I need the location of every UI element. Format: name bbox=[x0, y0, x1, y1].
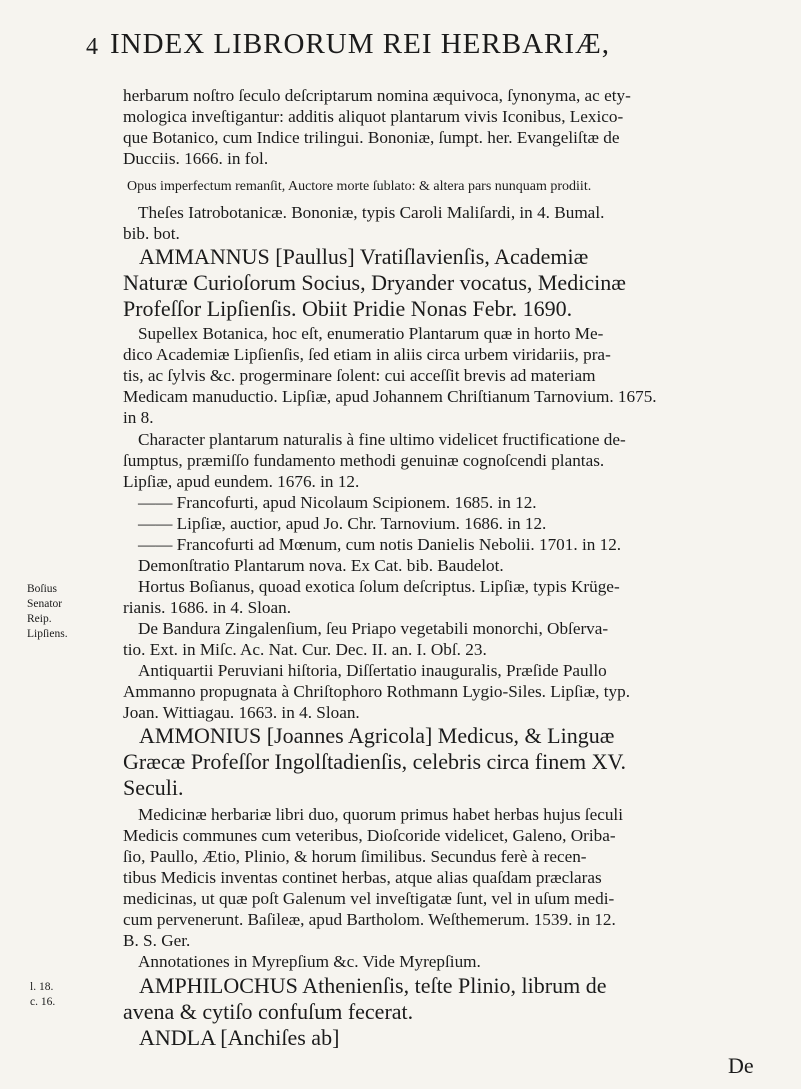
text-line: Medicinæ herbariæ libri duo, quorum primus habet herbas hujus ſeculi bbox=[138, 805, 623, 824]
author-heading: Profeſſor Lipſienſis. Obiit Pridie Nonas Febr. 1690. bbox=[123, 296, 573, 321]
text-line: in 8. bbox=[123, 408, 154, 427]
margin-line: Senator bbox=[27, 598, 63, 610]
text-line: —— Francofurti, apud Nicolaum Scipionem. 1685. in 12. bbox=[138, 493, 537, 512]
text-line: tibus Medicis inventas continet herbas, atque alias quaſdam præclaras bbox=[123, 868, 602, 887]
text-line: Ducciis. 1666. in fol. bbox=[123, 149, 269, 168]
margin-note-plinius bbox=[30, 980, 55, 1010]
author-heading: AMMANNUS [Paullus] Vratiſlavienſis, Academiæ bbox=[139, 244, 589, 269]
text-line: De Bandura Zingalenſium, ſeu Priapo vegetabili monorchi, Obſerva- bbox=[138, 619, 609, 638]
margin-line: c. 16. bbox=[30, 996, 56, 1008]
text-line: bib. bot. bbox=[123, 224, 180, 243]
text-line: Ammanno propugnata à Chriſtophoro Rothmann Lygio-Siles. Lipſiæ, typ. bbox=[123, 682, 630, 701]
catchword: De bbox=[728, 1053, 754, 1078]
text-line: rianis. 1686. in 4. Sloan. bbox=[123, 598, 292, 617]
page-number: 4 bbox=[86, 34, 98, 60]
text-line: Supellex Botanica, hoc eſt, enumeratio Plantarum quæ in horto Me- bbox=[138, 324, 604, 343]
author-heading: Naturæ Curioſorum Socius, Dryander vocatus, Medicinæ bbox=[123, 270, 626, 295]
text-line: Demonſtratio Plantarum nova. Ex Cat. bib. Baudelot. bbox=[138, 556, 504, 575]
text-line: —— Francofurti ad Mœnum, cum notis Danielis Nebolii. 1701. in 12. bbox=[138, 535, 622, 554]
text-line: que Botanico, cum Indice trilingui. Bononiæ, ſumpt. her. Evangeliſtæ de bbox=[123, 128, 620, 147]
text-line: Theſes Iatrobotanicæ. Bononiæ, typis Caroli Maliſardi, in 4. Bumal. bbox=[138, 203, 605, 222]
note-line: Opus imperfectum remanſit, Auctore morte ſublato: & altera pars nunquam prodiit. bbox=[127, 179, 592, 194]
text-line: tis, ac ſylvis &c. progerminare ſolent: cui acceſſit brevis ad materiam bbox=[123, 366, 596, 385]
author-heading: ANDLA [Anchiſes ab] bbox=[139, 1025, 340, 1050]
margin-line: Boſius bbox=[27, 583, 58, 595]
text-line: Joan. Wittiagau. 1663. in 4. Sloan. bbox=[123, 703, 360, 722]
text-line: ſio, Paullo, Ætio, Plinio, & horum ſimilibus. Secundus ferè à recen- bbox=[123, 847, 587, 866]
text-line: Hortus Boſianus, quoad exotica ſolum deſcriptus. Lipſiæ, typis Krüge- bbox=[138, 577, 620, 596]
author-heading: Græcæ Profeſſor Ingolſtadienſis, celebris circa finem XV. bbox=[123, 749, 627, 774]
margin-line: l. 18. bbox=[30, 981, 54, 993]
text-line: Medicam manuductio. Lipſiæ, apud Johannem Chriſtianum Tarnovium. 1675. bbox=[123, 387, 657, 406]
text-line: —— Lipſiæ, auctior, apud Jo. Chr. Tarnovium. 1686. in 12. bbox=[138, 514, 547, 533]
margin-line: Lipſiens. bbox=[27, 628, 68, 640]
running-header: INDEX LIBRORUM REI HERBARIÆ, bbox=[110, 28, 611, 60]
text-line: Medicis communes cum veteribus, Dioſcoride videlicet, Galeno, Oriba- bbox=[123, 826, 616, 845]
text-line: dico Academiæ Lipſienſis, ſed etiam in aliis circa urbem viridariis, pra- bbox=[123, 345, 611, 364]
author-heading: AMMONIUS [Joannes Agricola] Medicus, & Linguæ bbox=[139, 723, 615, 748]
margin-note-bosius bbox=[27, 582, 68, 642]
text-line: herbarum noſtro ſeculo deſcriptarum nomina æquivoca, ſynonyma, ac ety- bbox=[123, 86, 631, 105]
text-line: Lipſiæ, apud eundem. 1676. in 12. bbox=[123, 472, 360, 491]
margin-line: Reip. bbox=[27, 613, 52, 625]
text-line: ſumptus, præmiſſo fundamento methodi genuinæ cognoſcendi plantas. bbox=[123, 451, 605, 470]
text-line: mologica inveſtigantur: additis aliquot plantarum vivis Iconibus, Lexico- bbox=[123, 107, 624, 126]
author-heading: avena & cytiſo confuſum fecerat. bbox=[123, 999, 414, 1024]
text-line: cum pervenerunt. Baſileæ, apud Bartholom. Weſthemerum. 1539. in 12. bbox=[123, 910, 616, 929]
text-line: Antiquartii Peruviani hiſtoria, Diſſertatio inauguralis, Præſide Paullo bbox=[138, 661, 607, 680]
text-line: B. S. Ger. bbox=[123, 931, 191, 950]
text-line: Character plantarum naturalis à fine ultimo videlicet fructificatione de- bbox=[138, 430, 626, 449]
text-line: medicinas, ut quæ poſt Galenum vel inveſtigatæ ſunt, vel in uſum medi- bbox=[123, 889, 615, 908]
text-line: Annotationes in Myrepſium &c. Vide Myrepſium. bbox=[138, 952, 481, 971]
author-heading: Seculi. bbox=[123, 775, 184, 800]
author-heading: AMPHILOCHUS Athenienſis, teſte Plinio, librum de bbox=[139, 973, 607, 998]
text-line: tio. Ext. in Miſc. Ac. Nat. Cur. Dec. II. an. I. Obſ. 23. bbox=[123, 640, 487, 659]
